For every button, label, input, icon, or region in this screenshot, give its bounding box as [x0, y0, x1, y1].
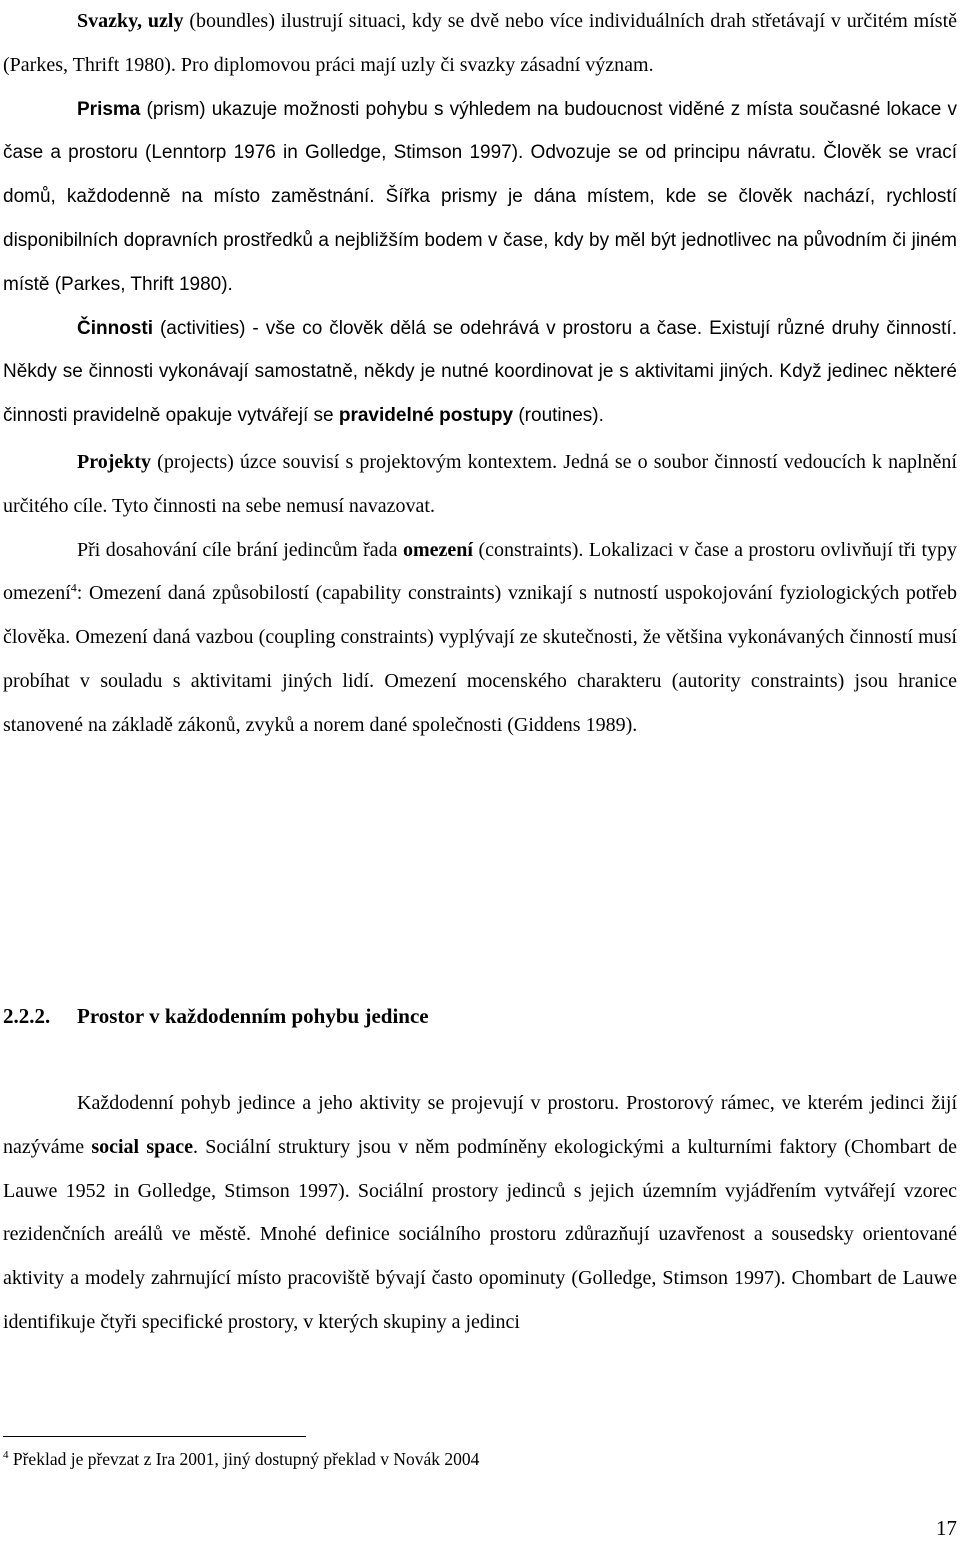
paragraph-omezeni — [3, 529, 957, 748]
paragraph-text: (boundles) ilustrují situaci, kdy se dvě nebo více individuálních drah střetávají v určitém místě (Parkes, Thrift 1980). Pro diplomovou práci mají uzly či svazky zásadní význam. — [3, 10, 958, 76]
paragraph-text: Při dosahování cíle brání jedincům řada — [77, 538, 403, 561]
section-heading — [3, 995, 429, 1038]
paragraph-text: (constraints). Lokalizaci v čase a prostoru ovlivňují tři typy omezení — [3, 538, 958, 605]
paragraph-cinnosti — [3, 307, 957, 438]
paragraph-text: (activities) - vše co člověk dělá se odehrává v prostoru a čase. Existují různé druhy činností. Někdy se činnosti vykonávají samostatně, někdy je nutné koordinovat je s aktivitami jiných. Když jedinec některé činnosti pravidelně opakuje vytvářejí se — [3, 317, 957, 427]
paragraph-text-tail: (routines). — [513, 405, 604, 427]
term-omezeni: omezení — [403, 538, 473, 561]
term-prisma: Prisma — [77, 98, 141, 120]
term-pravidelne-postupy: pravidelné postupy — [338, 405, 514, 427]
term-projekty: Projekty — [77, 450, 152, 473]
paragraph-text: (projects) úzce souvisí s projektovým kontextem. Jedná se o soubor činností vedoucích k naplnění určitého cíle. Tyto činnosti na sebe nemusí navazovat. — [3, 450, 957, 517]
footnote-text: Překlad je převzat z Ira 2001, jiný dostupný překlad v Novák 2004 — [8, 1449, 480, 1469]
section-title: Prostor v každodenním pohybu jedince — [77, 1004, 429, 1028]
term-svazky: Svazky, uzly — [77, 10, 184, 32]
paragraph-text: (prism) ukazuje možnosti pohybu s výhledem na budoucnost viděné z místa současné lokace v čase a prostoru (Lenntorp 1976 in Golledge, Stimson 1997). Odvozuje se od principu návratu. Člověk se vrací domů, každodenně na místo zaměstnání. Šířka prismy je dána místem, kde se člověk nachází, rychlostí disponibilních dopravních prostředků a nejbližším bodem v čase, kdy by měl být jednotlivec na původním či jiném místě (Parkes, Thrift 1980). — [3, 98, 957, 295]
footnote — [3, 1446, 479, 1472]
paragraph-text: Každodenní pohyb jedince a jeho aktivity se projevují v prostoru. Prostorový rámec, ve kterém jedinci žijí nazýváme — [3, 1092, 957, 1158]
section-number: 2.2.2. — [3, 1004, 51, 1028]
footnote-reference[interactable]: 4 — [70, 580, 77, 595]
paragraph-prisma — [3, 88, 957, 307]
paragraph-text: : Omezení daná způsobilostí (capability constraints) vznikají s nutností uspokojování fyziologických potřeb člověka. Omezení daná vazbou (coupling constraints) vyplývají ze skutečnosti, že většina vykonávaných činností musí probíhat v souladu s aktivitami jiných lidí. Omezení mocenského charakteru (autority constraints) jsou hranice stanovené na základě zákonů, zvyků a norem dané společnosti (Giddens 1989). — [3, 582, 957, 736]
paragraph-projekty — [3, 441, 957, 529]
footnote-separator — [3, 1436, 306, 1437]
paragraph-svazky — [3, 0, 957, 88]
footnote-mark: 4 — [3, 1449, 9, 1462]
term-cinnosti: Činnosti — [77, 317, 153, 339]
page-number: 17 — [936, 1516, 957, 1540]
page-body — [3, 0, 957, 748]
term-social-space: social space — [91, 1135, 193, 1158]
paragraph-kazdodenni-pohyb — [3, 1082, 957, 1345]
paragraph-text: . Sociální struktury jsou v něm podmíněny ekologickými a kulturními faktory (Chombart de Lauwe 1952 in Golledge, Stimson 1997). Sociální prostory jedinců s jejich územním vyjádřením vytvářejí vzorec rezidenčních areálů ve městě. Mnohé definice sociálního prostoru zdůrazňují uzavřenost a sousedsky orientované aktivity a modely zahrnující místo pracoviště bývají často opominuty (Golledge, Stimson 1997). Chombart de Lauwe identifikuje čtyři specifické prostory, v kterých skupiny a jedinci — [3, 1135, 958, 1333]
